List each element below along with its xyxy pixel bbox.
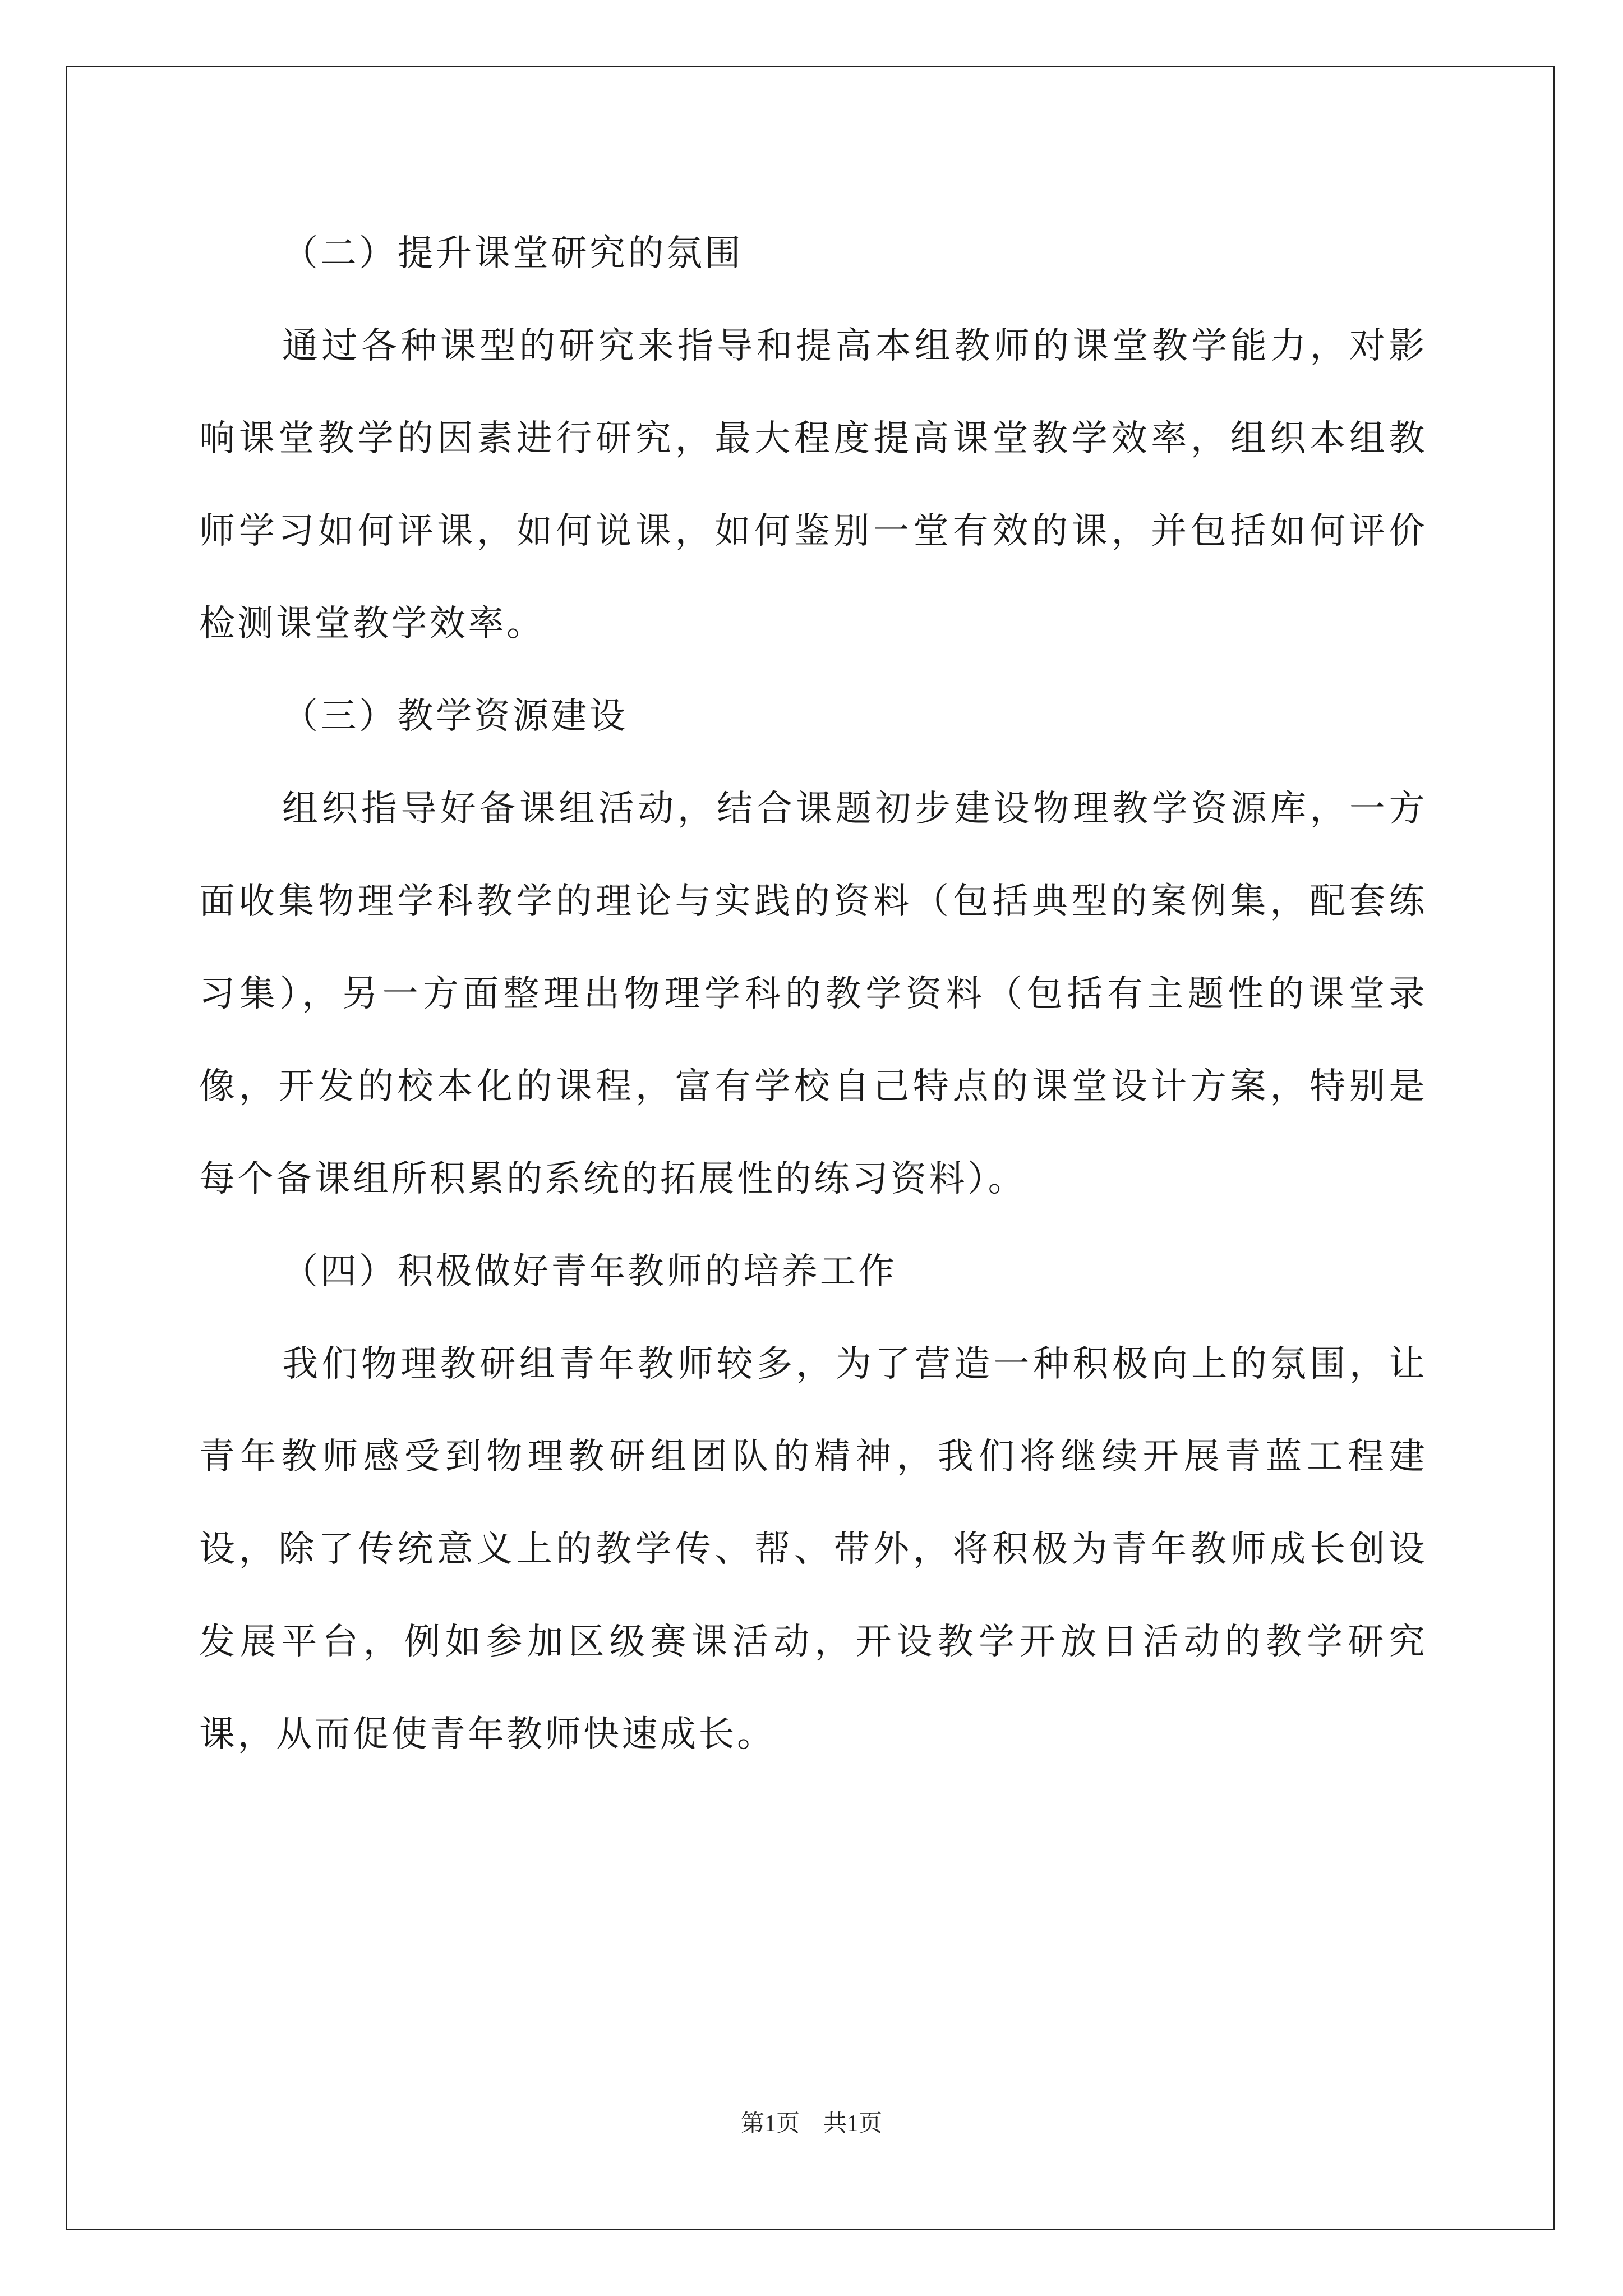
section-paragraph-4: 我们物理教研组青年教师较多，为了营造一种积极向上的氛围，让青年教师感受到物理教研组团队的精神，我们将继续开展青蓝工程建设，除了传统意义上的教学传、帮、带外，将积极为青年教师成长创设发展平台，例如参加区级赛课活动，开设教学开放日活动的教学研究课，从而促使青年教师快速成长。 [199, 1343, 1427, 1755]
section-heading-4: （四）积极做好青年教师的培养工作 [282, 1251, 897, 1292]
section-heading-3: （三）教学资源建设 [282, 696, 628, 737]
section-paragraph-3: 组织指导好备课组活动，结合课题初步建设物理教学资源库，一方面收集物理学科教学的理论与实践的资料（包括典型的案例集，配套练习集），另一方面整理出物理学科的教学资料（包括有主题性的课堂录像，开发的校本化的课程，富有学校自己特点的课堂设计方案，特别是每个备课组所积累的系统的拓展性的练习资料）。 [199, 788, 1427, 1200]
section-paragraph-2: 通过各种课型的研究来指导和提高本组教师的课堂教学能力，对影响课堂教学的因素进行研究，最大程度提高课堂教学效率，组织本组教师学习如何评课，如何说课，如何鉴别一堂有效的课，并包括如何评价检测课堂教学效率。 [199, 325, 1427, 645]
page-footer: 第1页 共1页 [740, 2111, 882, 2137]
section-heading-2: （二）提升课堂研究的氛围 [282, 233, 743, 274]
document-body [199, 208, 1427, 1781]
